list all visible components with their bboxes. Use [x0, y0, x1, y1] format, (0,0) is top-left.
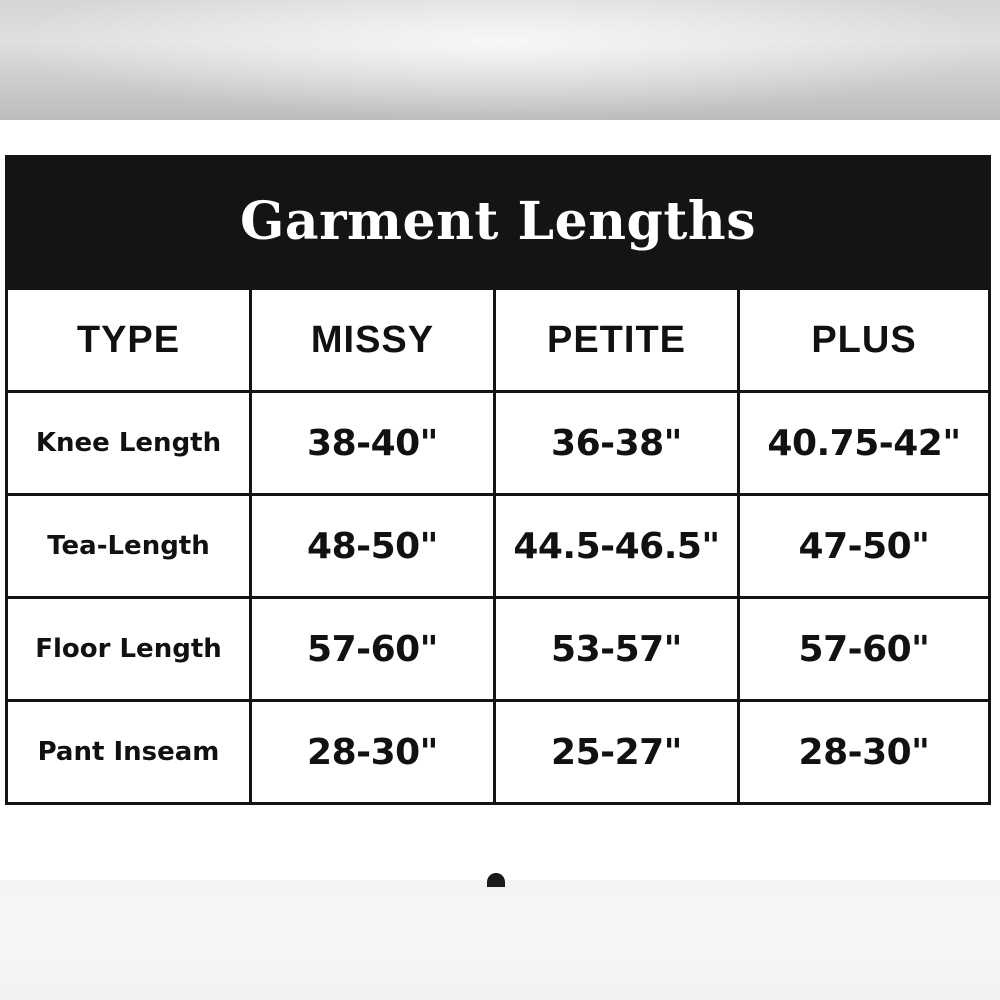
top-blurred-band	[0, 0, 1000, 120]
column-header-plus: PLUS	[740, 290, 988, 393]
cell-floor-missy: 57-60"	[252, 599, 496, 702]
cell-tea-plus: 47-50"	[740, 496, 988, 599]
cell-inseam-missy: 28-30"	[252, 702, 496, 802]
column-header-type: TYPE	[8, 290, 252, 393]
row-label-pant-inseam: Pant Inseam	[8, 702, 252, 802]
bottom-blurred-band	[0, 880, 1000, 1000]
column-header-missy: MISSY	[252, 290, 496, 393]
cell-inseam-petite: 25-27"	[496, 702, 740, 802]
column-header-petite: PETITE	[496, 290, 740, 393]
cell-knee-plus: 40.75-42"	[740, 393, 988, 496]
cell-knee-petite: 36-38"	[496, 393, 740, 496]
row-label-knee-length: Knee Length	[8, 393, 252, 496]
cell-floor-petite: 53-57"	[496, 599, 740, 702]
cell-inseam-plus: 28-30"	[798, 731, 930, 773]
row-label-floor-length: Floor Length	[8, 599, 252, 702]
cell-knee-missy: 38-40"	[252, 393, 496, 496]
cell-tea-petite: 44.5-46.5"	[496, 496, 740, 599]
chart-title: Garment Lengths	[240, 190, 756, 252]
size-chart-table	[5, 155, 991, 805]
chart-grid	[8, 290, 988, 802]
carousel-indicator-dot[interactable]	[487, 873, 505, 887]
chart-header	[8, 158, 988, 290]
row-label-tea-length: Tea-Length	[8, 496, 252, 599]
cell-tea-missy: 48-50"	[252, 496, 496, 599]
cell-floor-plus: 57-60"	[740, 599, 988, 702]
